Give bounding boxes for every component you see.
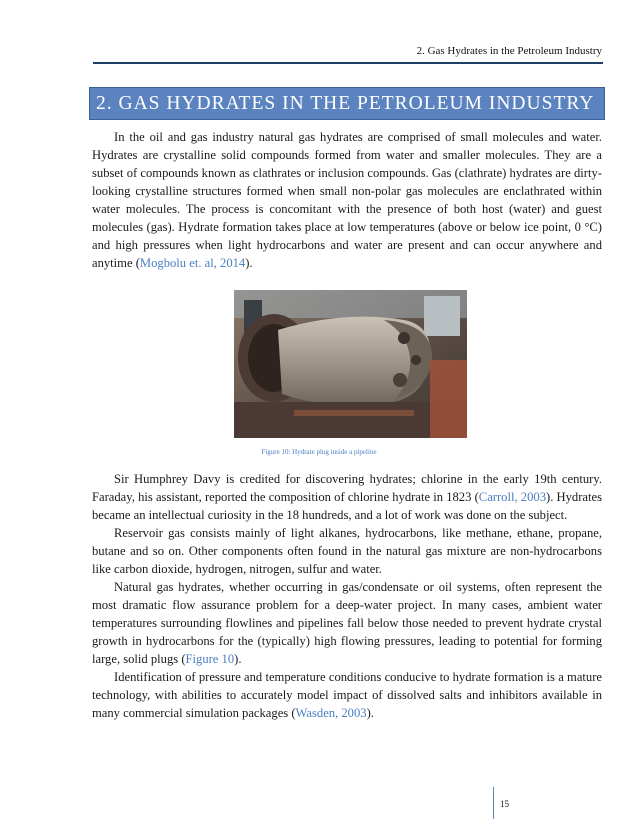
citation-link[interactable]: Wasden, 2003 xyxy=(295,706,367,720)
section-title: 2. GAS HYDRATES IN THE PETROLEUM INDUSTRY xyxy=(96,92,595,114)
section-title-bar xyxy=(89,87,605,120)
paragraph-text: ). xyxy=(234,652,242,666)
intro-block xyxy=(92,128,602,272)
body-block xyxy=(92,470,602,722)
figure-caption: Figure 10: Hydrate plug inside a pipeline xyxy=(261,448,377,456)
paragraph-identification xyxy=(92,668,602,722)
paragraph-intro xyxy=(92,128,602,272)
citation-link[interactable]: Mogbolu et. al, 2014 xyxy=(139,256,246,270)
paragraph-text: In the oil and gas industry natural gas hydrates are comprised of small molecules and water. Hydrates are crystalline solid compounds formed from water and smaller molecules. They are a subset of compounds known as clathrates or inclusion compounds. Gas (clathrate) hydrates are dirty-looking crystalline structures formed when small non-polar gas molecules are enclathrated within water molecules. The process is concomitant with the presence of both host (water) and guest molecules (gas). Hydrate formation takes place at low temperatures (above or below ice point, 0 °C) and high pressures when light hydrocarbons and water are present and can occur anywhere and anytime ( xyxy=(92,130,602,270)
page-number: 15 xyxy=(500,799,509,809)
paragraph-flow-assurance xyxy=(92,578,602,668)
running-header: 2. Gas Hydrates in the Petroleum Industry xyxy=(416,45,602,57)
paragraph-history xyxy=(92,470,602,524)
header-rule xyxy=(93,62,603,64)
citation-link[interactable]: Carroll, 2003 xyxy=(478,490,546,504)
paragraph-text: Natural gas hydrates, whether occurring in gas/condensate or oil systems, often represent the most dramatic flow assurance problem for a deep-water project. In many cases, ambient water temperatures surrounding flowlines and pipelines fall below those needed to prevent hydrate crystal growth in hydrocarbons for the (typically) high flowing pressures, leading to potential for forming large, solid plugs ( xyxy=(92,580,602,666)
paragraph-text: Identification of pressure and temperature conditions conducive to hydrate formation is a mature technology, with abilities to accurately model impact of dissolved salts and inhibitors available in many commercial simulation packages ( xyxy=(92,670,602,720)
footer-rule xyxy=(493,787,494,819)
paragraph-text: ). xyxy=(245,256,253,270)
paragraph-text: ). xyxy=(366,706,374,720)
figure-reference-link[interactable]: Figure 10 xyxy=(185,652,235,666)
hydrate-plug-photo xyxy=(234,290,467,438)
paragraph-text: ). Hydrates became an intellectual curiosity in the 18 hundreds, and a lot of work was done on the subject. xyxy=(92,490,602,522)
paragraph-text: Sir Humphrey Davy is credited for discovering hydrates; chlorine in the early 19th century. Faraday, his assistant, reported the composition of chlorine hydrate in 1823 ( xyxy=(92,472,602,504)
paragraph-reservoir-gas: Reservoir gas consists mainly of light alkanes, hydrocarbons, like methane, ethane, propane, butane and so on. Other components often found in the natural gas mixture are non-hydrocarbons like carbon dioxide, hydrogen, nitrogen, sulfur and water. xyxy=(92,526,602,576)
